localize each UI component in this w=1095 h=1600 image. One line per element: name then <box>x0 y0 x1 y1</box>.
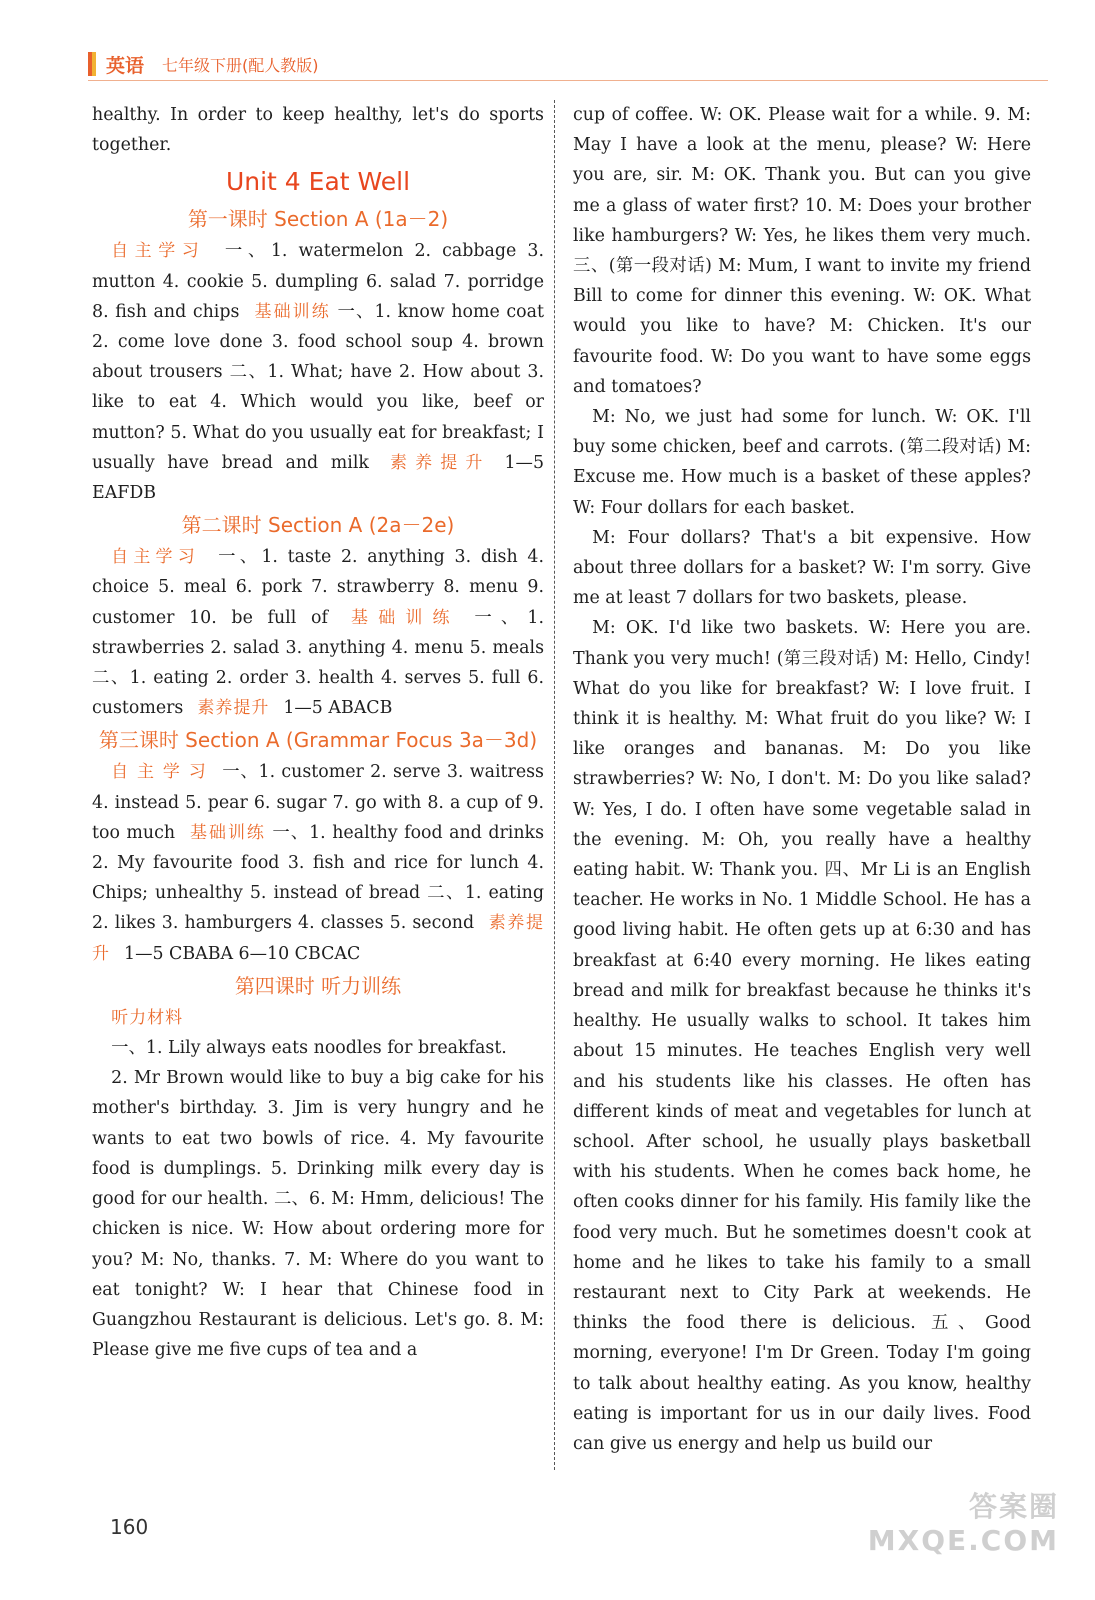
lesson-1-title: 第一课时 Section A (1a－2) <box>187 207 449 232</box>
self-study-answers: 一、1. watermelon 2. cabbage 3. mutton 4. cookie 5. dumpling 6. salad 7. porridge 8. fish and chips <box>92 241 545 322</box>
page-header <box>88 44 319 84</box>
listening-text-3: cup of coffee. W: OK. Please wait for a while. 9. M: May I have a look at the menu, please? W: Here you are, sir. M: OK. Thank you. But can you give me a glass of water first? 10. M: Does your brother like hamburgers? W: Yes, he likes them very much. 三、(第一段对话) M: Mum, I want to invite my friend Bill to come for dinner this evening. W: OK. What would you like to have? M: Chicken. It's our favourite food. W: Do you want to have some eggs and tomatoes? <box>573 105 1031 397</box>
self-study-answers: 一、1. taste 2. anything 3. dish 4. choice 5. meal 6. pork 7. strawberry 8. menu 9. customer 10. be full of <box>92 547 544 628</box>
basic-training-answers: 一、1. healthy food and drinks 2. My favourite food 3. fish and rice for lunch 4. Chips; unhealthy 5. instead of bread 二、1. eating 2. likes 3. hamburgers 4. classes 5. second <box>92 822 545 934</box>
listening-text-1: 一、1. Lily always eats noodles for breakfast. <box>111 1038 507 1059</box>
self-study-tag: 自 主 学 习 <box>111 762 208 783</box>
listening-material-tag-line <box>92 1003 544 1033</box>
watermark-bottom: MXQE.COM <box>867 1524 1059 1557</box>
improvement-tag: 素养提升 <box>382 452 491 473</box>
subject-label: 英语 <box>106 54 145 77</box>
lesson-2-title: 第二课时 Section A (2a－2e) <box>181 513 455 538</box>
header-color-bar <box>88 52 96 76</box>
listening-text-5: M: Four dollars? That's a bit expensive. How about three dollars for a basket? W: I'm sorry. Give me at least 7 dollars for two baskets, please. <box>573 527 1031 609</box>
basic-training-answers: 一、1. strawberries 2. salad 3. anything 4. menu 5. meals 二、1. eating 2. order 3. health 4. serves 5. full 6. customers <box>92 607 545 719</box>
grade-label: 七年级下册(配人教版) <box>162 55 319 75</box>
basic-training-answers: 一、1. know home coat 2. come love done 3. food school soup 4. brown about trousers 二、1. What; have 2. How about 3. like to eat 4. Which would you like, beef or mutton? 5. What do you usually eat for breakfast; I usually have bread and milk <box>92 301 544 473</box>
listening-text-2: 2. Mr Brown would like to buy a big cake for his mother's birthday. 3. Jim is very hungry and he wants to eat two bowls of rice. 4. My favourite food is dumplings. 5. Drinking milk every day is good for our health. 二、6. M: Hmm, delicious! The chicken is nice. W: How about ordering more for you? M: No, thanks. 7. M: Where do you want to eat tonight? W: I hear that Chinese food in Guangzhou Restaurant is delicious. Let's go. 8. M: Please give me five cups of tea and a <box>92 1068 544 1361</box>
unit-title: Unit 4 Eat Well <box>225 167 411 197</box>
column-divider <box>554 100 555 1470</box>
listening-text-6: M: OK. I'd like two baskets. W: Here you are. Thank you very much! (第三段对话) M: Hello, Cindy! What do you like for breakfast? W: I love fruit. I think it is healthy. M: What fruit do you like? W: I like oranges and bananas. M: Do you like strawberries? W: No, I don't. M: Do you like salad? W: Yes, I do. I often have some vegetable salad in the evening. M: Oh, you really have a healthy eating habit. W: Thank you. 四、Mr Li is an English teacher. He works in No. 1 Middle School. He has a good living habit. He often gets up at 6:30 and has breakfast at 6:40 every morning. He likes eating bread and milk for breakfast because he thinks it's healthy. He usually walks to school. It takes him about 15 minutes. He teaches English very well and his students like his classes. He often has different kinds of meat and vegetables for lunch at school. After school, he usually plays basketball with his students. When he comes back home, he often cooks dinner for his family. His family like the food very much. But he sometimes doesn't cook at home and he likes to take his family to a small restaurant next to City Park at weekends. He thinks the food there is delicious. 五、Good morning, everyone! I'm Dr Green. Today I'm going to talk about healthy eating. As you know, healthy eating is important for us in our daily lives. Food can give us energy and help us build our <box>573 618 1031 1454</box>
page-number: 160 <box>110 1515 149 1539</box>
self-study-tag: 自主学习 <box>111 547 200 568</box>
lesson-3-answers <box>92 757 544 968</box>
header-divider <box>88 80 1048 81</box>
basic-training-tag: 基础训练 <box>189 822 266 843</box>
watermark-top: 答案圈 <box>968 1490 1059 1523</box>
lesson-2-answers <box>92 542 544 723</box>
improvement-tag: 素养提升 <box>197 698 270 719</box>
listening-text-4: M: No, we just had some for lunch. W: OK. I'll buy some chicken, beef and carrots. (第二段对话) M: Excuse me. How much is a basket of these apples? W: Four dollars for each basket. <box>573 407 1031 518</box>
improvement-answers: 1—5 EAFDB <box>92 452 545 504</box>
lesson-3-title: 第三课时 Section A (Grammar Focus 3a－3d) <box>98 728 538 753</box>
intro-text: healthy. In order to keep healthy, let's do sports together. <box>92 105 544 156</box>
lesson-4-title: 第四课时 听力训练 <box>234 973 402 998</box>
basic-training-tag: 基础训练 <box>253 301 331 322</box>
left-column <box>92 100 544 1365</box>
self-study-answers: 一、1. customer 2. serve 3. waitress 4. instead 5. pear 6. sugar 7. go with 8. a cup of 9. too much <box>92 762 544 843</box>
lesson-1-answers <box>92 236 544 508</box>
improvement-answers: 1—5 CBABA 6—10 CBCAC <box>124 943 361 964</box>
self-study-tag: 自主学习 <box>111 241 206 262</box>
listening-material-tag: 听力材料 <box>111 1007 184 1028</box>
improvement-tag: 素养提升 <box>92 913 544 964</box>
watermark-logo <box>868 1490 1059 1558</box>
improvement-answers: 1—5 ABACB <box>283 698 393 719</box>
right-column <box>573 100 1031 1459</box>
basic-training-tag: 基础训练 <box>341 607 460 628</box>
